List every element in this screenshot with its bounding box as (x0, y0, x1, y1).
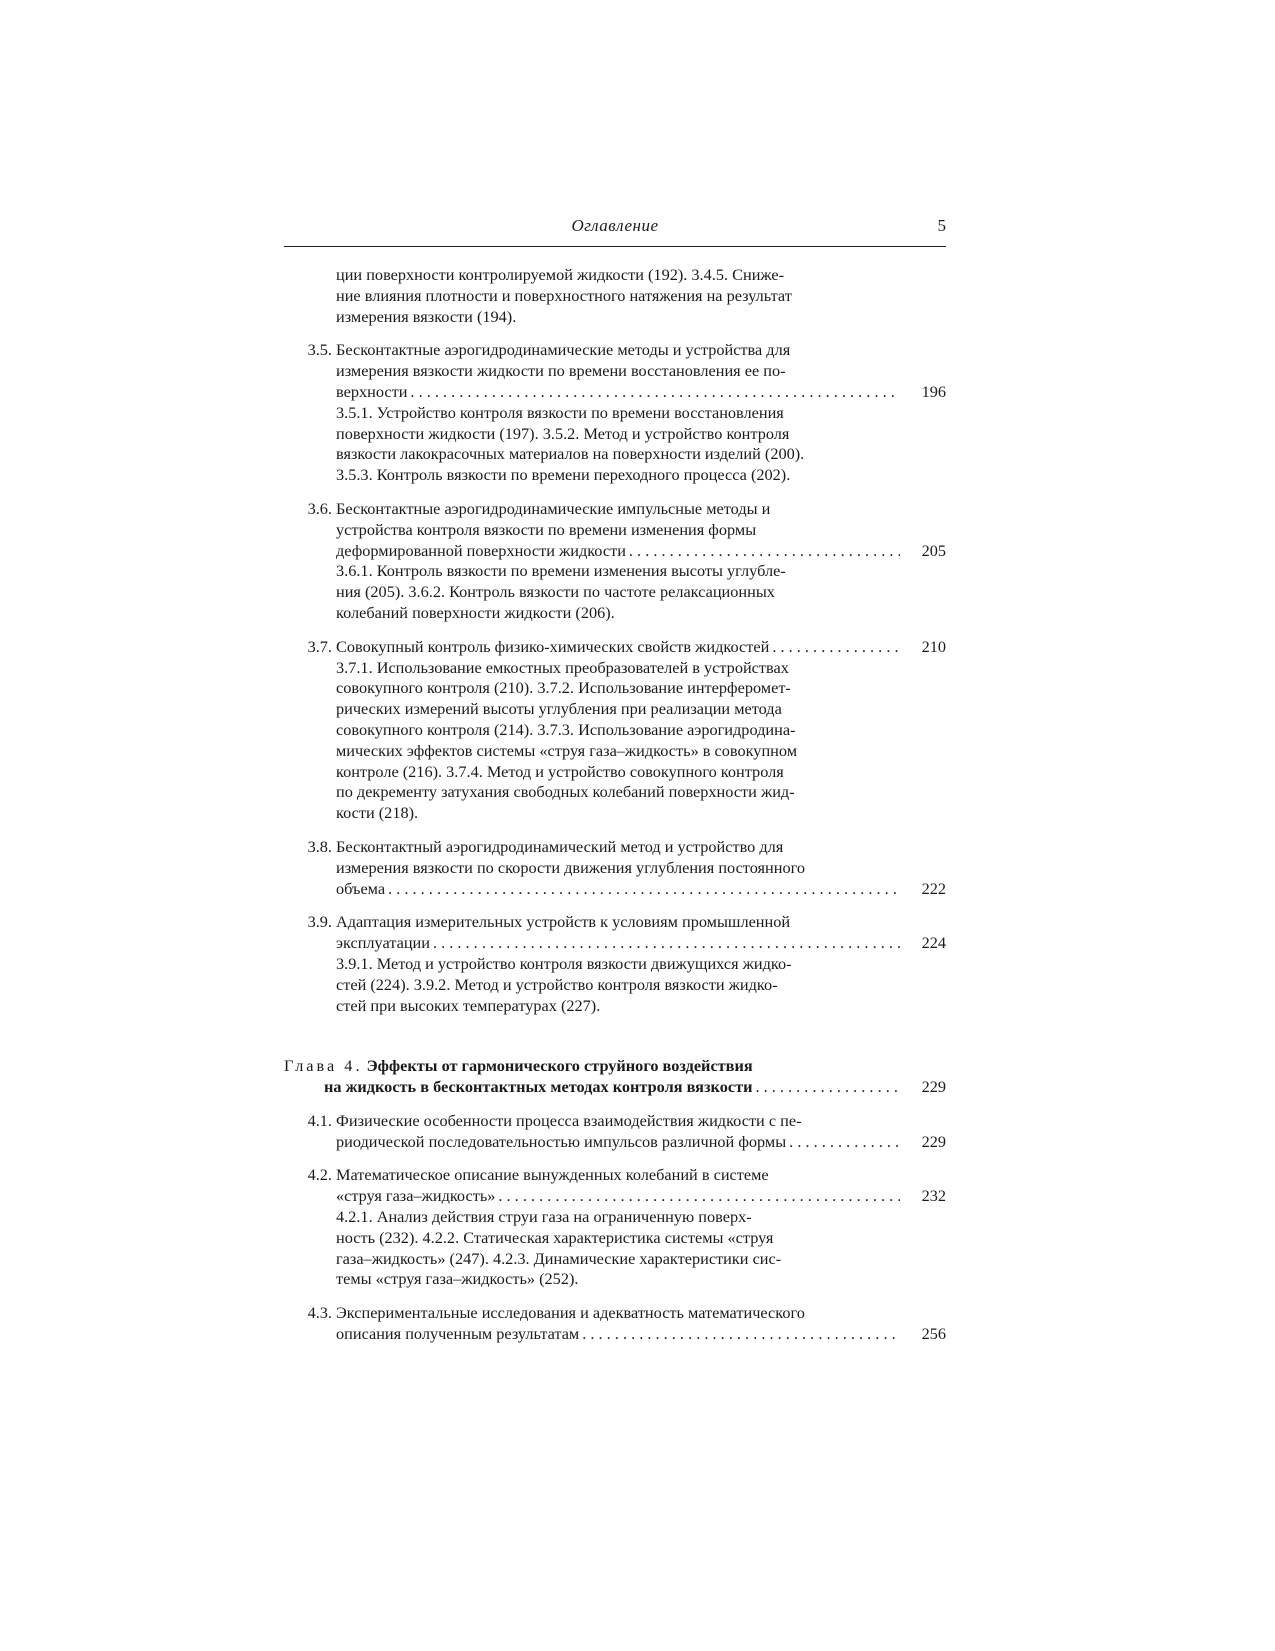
toc-page-number: 229 (921, 1131, 946, 1151)
toc-page-number: 232 (921, 1186, 946, 1206)
toc-line: эксплуатации (336, 933, 430, 953)
toc-line: Математическое описание вынужденных колебаний в системе (336, 1165, 769, 1185)
toc-page-number: 256 (921, 1324, 946, 1344)
toc-subline: колебаний поверхности жидкости (206). (336, 602, 615, 622)
toc-line: измерения вязкости (194). (336, 306, 517, 326)
dot-leader (582, 1324, 900, 1345)
toc-line: ние влияния плотности и поверхностного натяжения на результат (336, 285, 792, 305)
toc-line: Совокупный контроль физико-химических свойств жидкостей (336, 636, 770, 656)
toc-line: Бесконтактные аэрогидродинамические импульсные методы и (336, 498, 771, 518)
toc-line: ции поверхности контролируемой жидкости (192). 3.4.5. Сниже- (336, 265, 785, 284)
toc-subline: стей (224). 3.9.2. Метод и устройство контроля вязкости жидко- (336, 974, 778, 994)
section-number: 4.3. (307, 1303, 332, 1323)
section-number: 4.1. (307, 1110, 332, 1130)
toc-line: измерения вязкости жидкости по времени восстановления ее по- (336, 361, 786, 381)
section-number: 3.5. (307, 340, 332, 360)
chapter-label: Глава 4. (284, 1056, 363, 1076)
section-number: 3.9. (307, 912, 332, 932)
toc-line: верхности (336, 381, 408, 401)
toc-line: риодической последовательностью импульсов различной формы (336, 1131, 787, 1151)
dot-leader (388, 879, 900, 900)
toc-subline: 3.6.1. Контроль вязкости по времени изменения высоты углубле- (336, 561, 786, 581)
running-title: Оглавление (571, 216, 659, 235)
toc-line: объема (336, 878, 386, 898)
toc-page-number: 196 (921, 381, 946, 401)
toc-entry-4-1[interactable] (284, 1111, 946, 1153)
toc-line: деформированной поверхности жидкости (336, 540, 626, 560)
toc-subline: поверхности жидкости (197). 3.5.2. Метод и устройство контроля (336, 423, 790, 443)
toc-entry-3-7[interactable] (284, 637, 946, 824)
toc-subline: ния (205). 3.6.2. Контроль вязкости по частоте релаксационных (336, 582, 775, 602)
toc-entry-4-2[interactable] (284, 1165, 946, 1290)
running-header (284, 216, 946, 247)
toc-line: Бесконтактные аэрогидродинамические методы и устройства для (336, 340, 791, 360)
toc-subline: темы «струя газа–жидкость» (252). (336, 1269, 579, 1289)
toc-line: описания полученным результатам (336, 1324, 580, 1344)
chapter-title-line: на жидкость в бесконтактных методах контроля вязкости (324, 1077, 753, 1097)
toc-subline: 3.5.3. Контроль вязкости по времени переходного процесса (202). (336, 465, 791, 485)
toc-page-number: 224 (921, 933, 946, 953)
toc-subline: совокупного контроля (210). 3.7.2. Использование интерферомет- (336, 678, 791, 698)
toc-page-number: 222 (921, 878, 946, 898)
toc-subline: стей при высоких температурах (227). (336, 995, 601, 1015)
toc-entry-4-3[interactable] (284, 1303, 946, 1345)
toc-line: Адаптация измерительных устройств к условиям промышленной (336, 912, 791, 932)
toc-line: устройства контроля вязкости по времени изменения формы (336, 519, 757, 539)
toc-line: Физические особенности процесса взаимодействия жидкости с пе- (336, 1110, 802, 1130)
section-number: 3.8. (307, 836, 332, 856)
toc-subline: рических измерений высоты углубления при реализации метода (336, 699, 782, 719)
dot-leader (433, 933, 900, 954)
toc-subline: ность (232). 4.2.2. Статическая характеристика системы «струя (336, 1227, 774, 1247)
toc-subline: 3.7.1. Использование емкостных преобразователей в устройствах (336, 657, 789, 677)
toc-subline: вязкости лакокрасочных материалов на поверхности изделий (200). (336, 444, 805, 464)
dot-leader (772, 637, 900, 658)
toc-subline: 3.5.1. Устройство контроля вязкости по времени восстановления (336, 402, 784, 422)
table-of-contents (284, 265, 946, 1345)
toc-page-number: 205 (921, 540, 946, 560)
dot-leader (789, 1132, 900, 1153)
toc-subline: по декременту затухания свободных колебаний поверхности жид- (336, 782, 795, 802)
section-number: 3.6. (307, 498, 332, 518)
dot-leader (410, 382, 900, 403)
dot-leader (498, 1186, 900, 1207)
toc-line: измерения вязкости по скорости движения углубления постоянного (336, 857, 805, 877)
section-number: 4.2. (307, 1165, 332, 1185)
toc-page (284, 216, 946, 1358)
toc-entry-3-5[interactable] (284, 340, 946, 486)
toc-entry-3-4-continuation (284, 265, 946, 327)
toc-entry-3-9[interactable] (284, 912, 946, 1016)
chapter-title-line: Эффекты от гармонического струйного воздействия (366, 1056, 753, 1076)
toc-subline: кости (218). (336, 803, 419, 823)
page-number: 5 (937, 216, 946, 235)
toc-subline: 3.9.1. Метод и устройство контроля вязкости движущихся жидко- (336, 953, 792, 973)
toc-subline: мических эффектов системы «струя газа–жидкость» в совокупном (336, 740, 798, 760)
toc-entry-3-8[interactable] (284, 837, 946, 899)
section-number: 3.7. (307, 636, 332, 656)
toc-line: Бесконтактный аэрогидродинамический метод и устройство для (336, 836, 784, 856)
toc-entry-3-6[interactable] (284, 499, 946, 624)
toc-page-number: 210 (921, 636, 946, 656)
toc-line: Экспериментальные исследования и адекватность математического (336, 1303, 805, 1323)
toc-chapter-4[interactable] (284, 1056, 946, 1098)
dot-leader (755, 1077, 900, 1098)
toc-subline: совокупного контроля (214). 3.7.3. Использование аэрогидродина- (336, 719, 796, 739)
dot-leader (629, 541, 900, 562)
toc-subline: 4.2.1. Анализ действия струи газа на ограниченную поверх- (336, 1207, 752, 1227)
toc-subline: контроле (216). 3.7.4. Метод и устройство совокупного контроля (336, 761, 784, 781)
toc-page-number: 229 (921, 1077, 946, 1097)
toc-line: «струя газа–жидкость» (336, 1186, 496, 1206)
toc-subline: газа–жидкость» (247). 4.2.3. Динамические характеристики сис- (336, 1248, 782, 1268)
